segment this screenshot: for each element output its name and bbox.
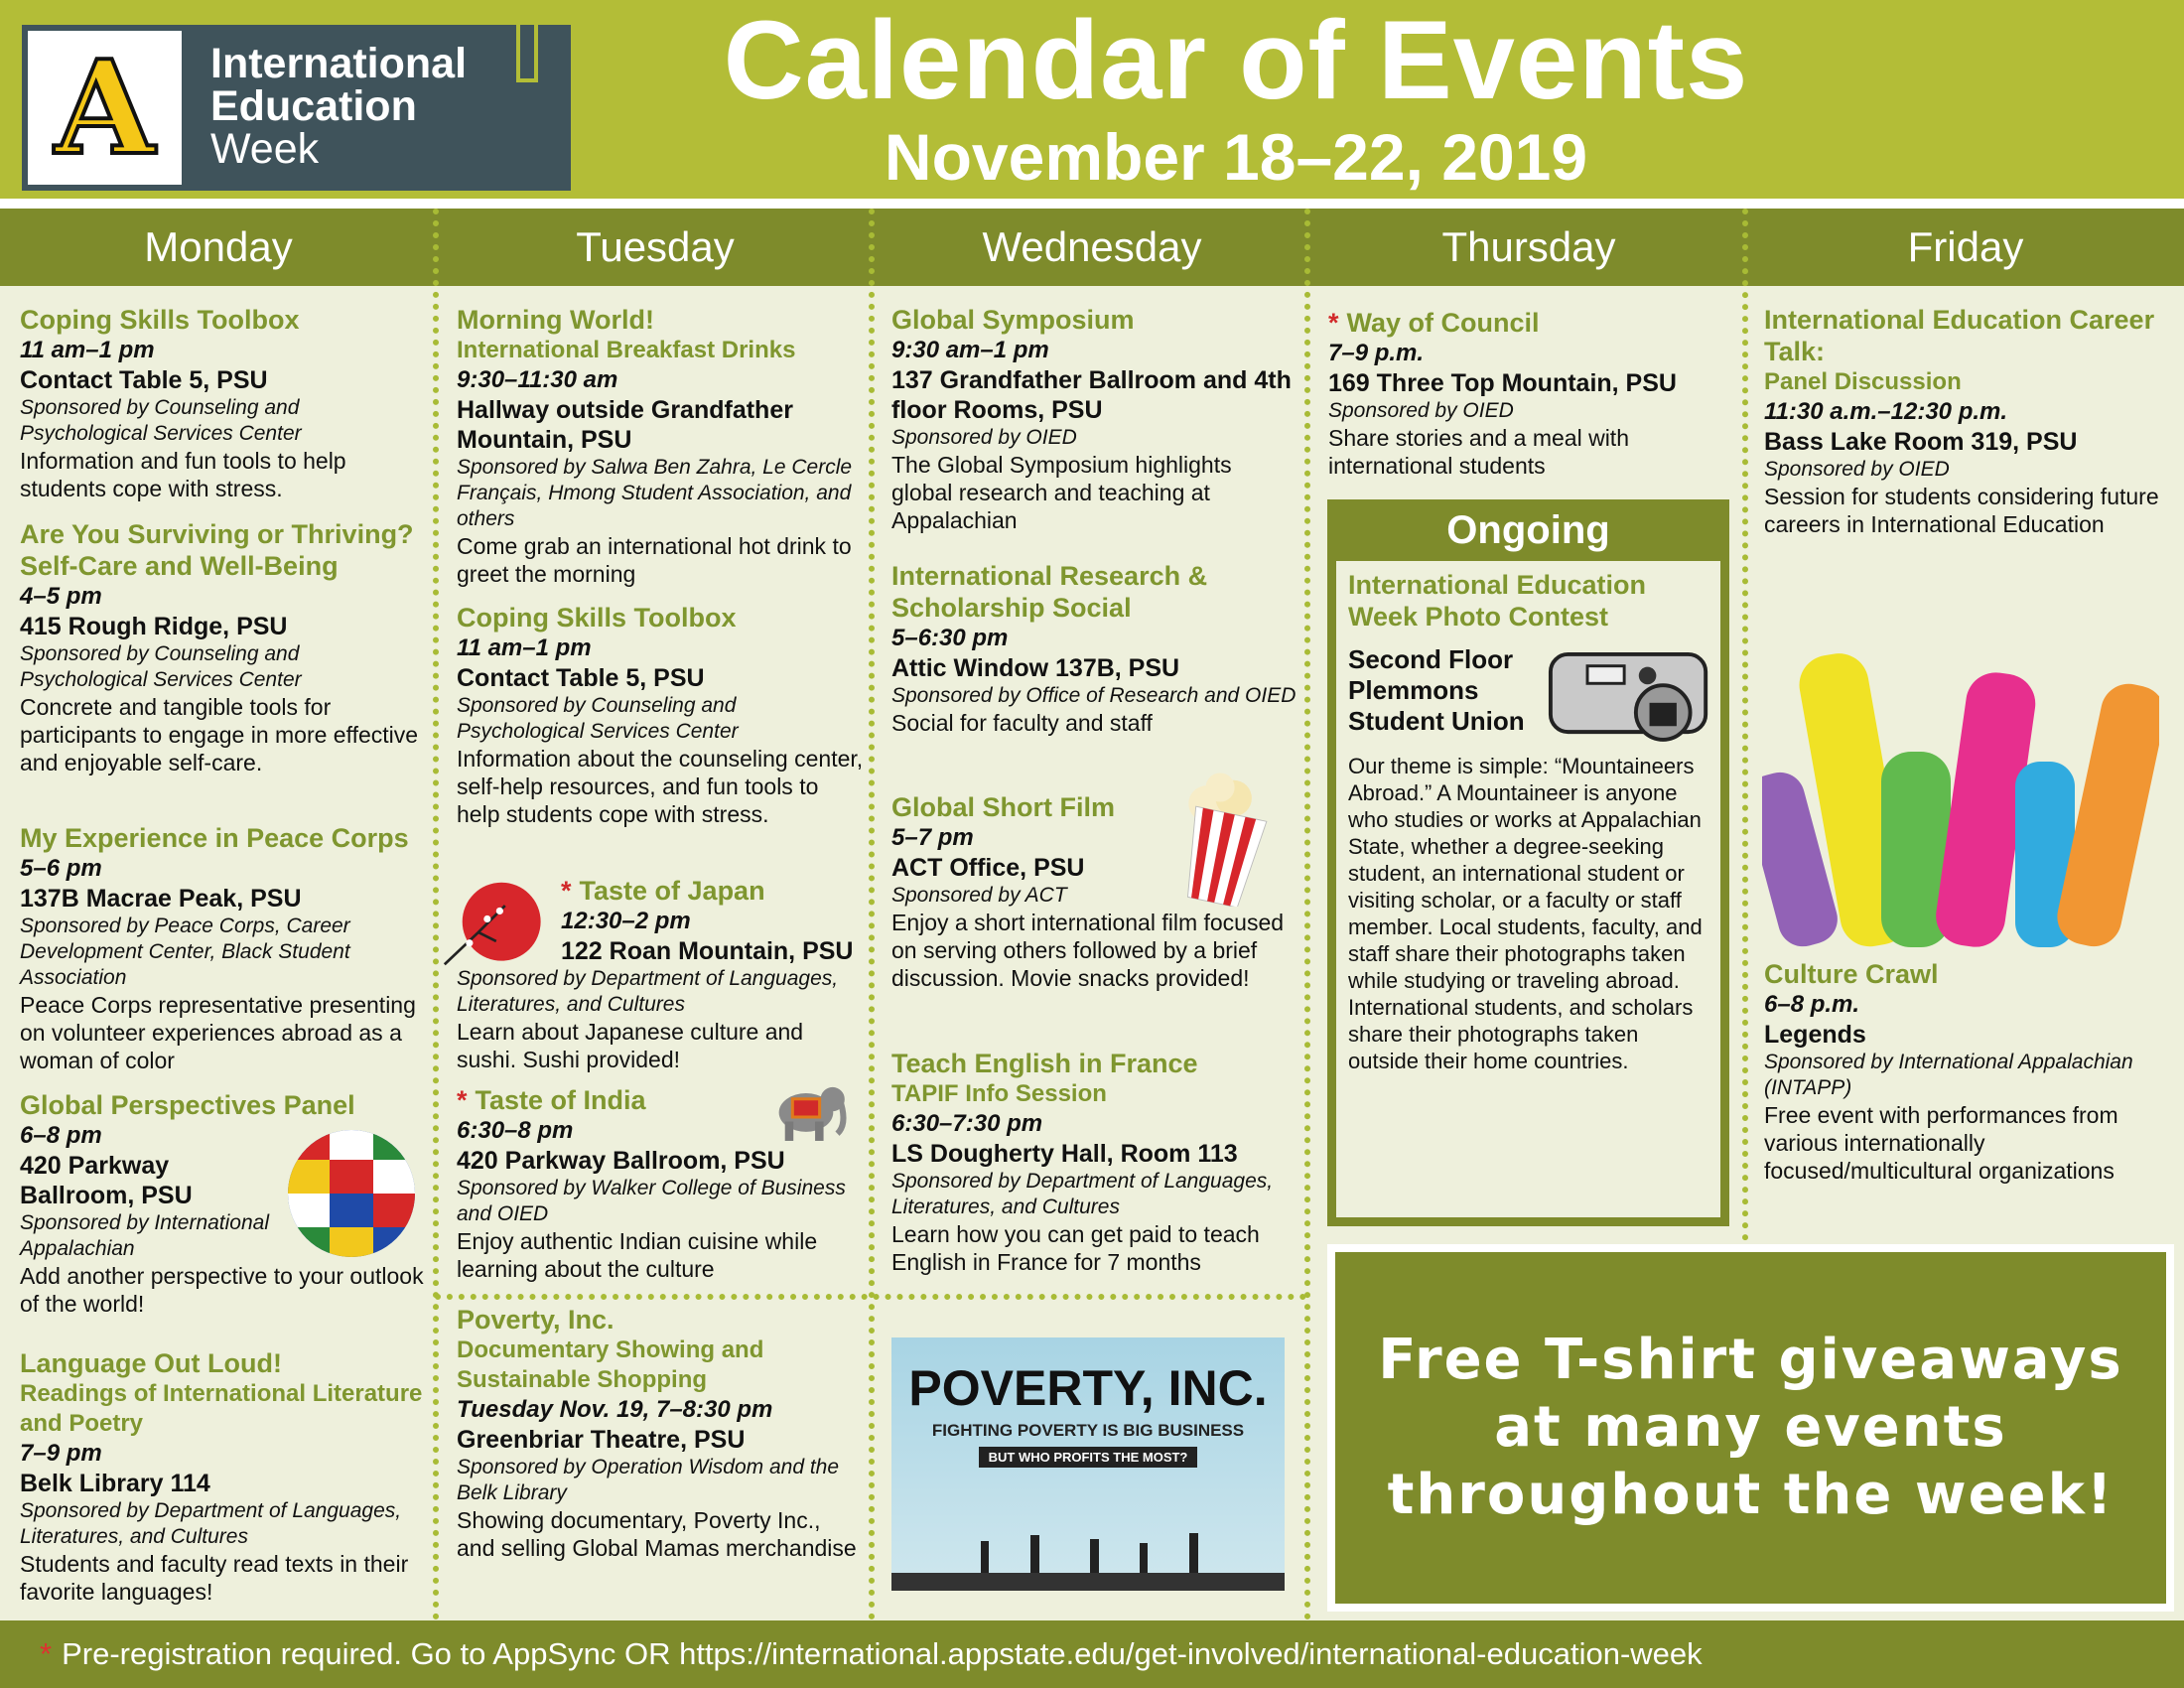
footer-text[interactable]: Pre-registration required. Go to AppSync OR https://international.appstate.edu/get-involved/international-education-week bbox=[62, 1636, 1703, 1671]
event-sponsor: Sponsored by Operation Wisdom and the Belk Library bbox=[457, 1456, 840, 1504]
event-title-text: Language Out Loud! bbox=[20, 1348, 282, 1378]
event-sponsor: Sponsored by Counseling and Psychological Services Center bbox=[457, 694, 739, 743]
event-title bbox=[457, 602, 864, 633]
event-item bbox=[20, 304, 427, 502]
event-title-text: Taste of India bbox=[475, 1085, 646, 1115]
event-description: Social for faculty and staff bbox=[891, 710, 1153, 736]
event-sponsor: Sponsored by International Appalachian (INTAPP) bbox=[1764, 1051, 2133, 1099]
event-item bbox=[457, 602, 864, 828]
event-item bbox=[20, 822, 427, 1074]
event-location: Contact Table 5, PSU bbox=[20, 366, 268, 394]
event-description: Concrete and tangible tools for participants to engage in more effective and enjoyable self-care. bbox=[20, 694, 419, 775]
event-description: Enjoy authentic Indian cuisine while learning about the culture bbox=[457, 1228, 818, 1282]
event-item bbox=[457, 304, 864, 588]
event-title bbox=[20, 304, 427, 336]
event-time: 7–9 p.m. bbox=[1328, 340, 1425, 366]
event-description: Free event with performances from various internationally focused/multicultural organizations bbox=[1764, 1102, 2118, 1184]
event-time: 5–6:30 pm bbox=[891, 625, 1009, 651]
event-sponsor: Sponsored by Department of Languages, Literatures, and Cultures bbox=[20, 1499, 402, 1548]
event-time: 5–7 pm bbox=[891, 824, 974, 851]
event-sponsor: Sponsored by Walker College of Business and OIED bbox=[457, 1177, 846, 1225]
event-sponsor: Sponsored by OIED bbox=[891, 426, 1077, 449]
event-title bbox=[891, 560, 1298, 624]
photo-contest-title: International Education Week Photo Contest bbox=[1348, 570, 1647, 632]
event-subtitle: International Breakfast Drinks bbox=[457, 337, 796, 363]
event-location: Bass Lake Room 319, PSU bbox=[1764, 428, 2078, 456]
event-description: Learn about Japanese culture and sushi. Sushi provided! bbox=[457, 1019, 804, 1072]
event-time: 4–5 pm bbox=[20, 583, 102, 610]
event-location: 420 Parkway Ballroom, PSU bbox=[20, 1152, 193, 1209]
day-thursday: Thursday bbox=[1441, 223, 1616, 270]
raised-hands-icon bbox=[1762, 613, 2159, 947]
day-wednesday: Wednesday bbox=[982, 223, 1202, 270]
event-title bbox=[20, 518, 427, 582]
event-time: 11 am–1 pm bbox=[20, 337, 155, 363]
event-subtitle: Panel Discussion bbox=[1764, 368, 1962, 395]
event-time: 9:30 am–1 pm bbox=[891, 337, 1049, 363]
event-time: 6:30–7:30 pm bbox=[891, 1110, 1043, 1137]
event-time: 9:30–11:30 am bbox=[457, 366, 618, 393]
event-location: 137 Grandfather Ballroom and 4th floor Rooms, PSU bbox=[891, 366, 1292, 424]
event-description: Information and fun tools to help students cope with stress. bbox=[20, 448, 346, 501]
event-title-text: Poverty, Inc. bbox=[457, 1305, 614, 1335]
event-time: 6:30–8 pm bbox=[457, 1117, 574, 1144]
poster-tagline: FIGHTING POVERTY IS BIG BUSINESS bbox=[931, 1421, 1245, 1440]
event-title bbox=[20, 1089, 427, 1121]
header-banner bbox=[0, 0, 2184, 199]
event-title bbox=[891, 304, 1298, 336]
event-location: Belk Library 114 bbox=[20, 1470, 210, 1497]
event-time: Tuesday Nov. 19, 7–8:30 pm bbox=[457, 1396, 773, 1423]
event-item bbox=[891, 560, 1298, 737]
event-item bbox=[457, 1304, 864, 1562]
day-monday: Monday bbox=[144, 223, 293, 270]
silhouettes-icon bbox=[891, 1521, 1285, 1591]
camera-icon bbox=[1547, 646, 1713, 744]
event-sponsor: Sponsored by Department of Languages, Literatures, and Cultures bbox=[457, 967, 839, 1016]
event-title-text: Global Symposium bbox=[891, 305, 1135, 335]
day-tuesday: Tuesday bbox=[576, 223, 735, 270]
logo-line: Education bbox=[210, 82, 417, 130]
elephant-icon bbox=[759, 1076, 859, 1144]
event-subtitle: Readings of International Literature and Poetry bbox=[20, 1380, 423, 1437]
event-time: 6–8 p.m. bbox=[1764, 991, 1860, 1018]
event-description: Information about the counseling center, self-help resources, and fun tools to help students cope with stress. bbox=[457, 746, 864, 827]
day-headers bbox=[0, 209, 2184, 286]
event-dates: November 18–22, 2019 bbox=[884, 120, 1588, 194]
event-location: 415 Rough Ridge, PSU bbox=[20, 613, 288, 640]
photo-contest-location: Second Floor Plemmons Student Union bbox=[1348, 644, 1525, 736]
event-time: 6–8 pm bbox=[20, 1122, 102, 1149]
event-sponsor: Sponsored by OIED bbox=[1764, 458, 1950, 481]
event-sponsor: Sponsored by Counseling and Psychological Services Center bbox=[20, 396, 302, 445]
event-time: 12:30–2 pm bbox=[561, 908, 691, 934]
event-title-text: Are You Surviving or Thriving? Self-Care and Well-Being bbox=[20, 519, 414, 581]
column-divider bbox=[869, 209, 875, 1620]
event-description: Share stories and a meal with international students bbox=[1328, 425, 1629, 479]
event-description: Enjoy a short international film focused on serving others followed by a brief discussion. Movie snacks provided! bbox=[891, 910, 1285, 991]
ongoing-box bbox=[1327, 499, 1729, 1226]
event-sponsor: Sponsored by Office of Research and OIED bbox=[891, 684, 1297, 707]
event-title bbox=[457, 304, 864, 336]
photo-contest bbox=[1336, 561, 1720, 1217]
ongoing-heading: Ongoing bbox=[1446, 508, 1610, 552]
prereg-asterisk: * bbox=[1328, 308, 1339, 338]
event-sponsor: Sponsored by International Appalachian bbox=[20, 1211, 270, 1260]
prereg-asterisk: * bbox=[457, 1085, 468, 1115]
event-subtitle: TAPIF Info Session bbox=[891, 1080, 1107, 1107]
event-title-text: Way of Council bbox=[1346, 308, 1540, 338]
poster-title: POVERTY, INC. bbox=[908, 1360, 1268, 1416]
event-location: 420 Parkway Ballroom, PSU bbox=[457, 1147, 785, 1175]
event-title-text: Teach English in France bbox=[891, 1049, 1198, 1078]
logo-line: Week bbox=[210, 125, 320, 173]
divider bbox=[0, 199, 2184, 209]
event-description: Students and faculty read texts in their favorite languages! bbox=[20, 1551, 409, 1605]
event-location: 122 Roan Mountain, PSU bbox=[561, 937, 854, 965]
event-title bbox=[20, 822, 427, 854]
event-title-text: Global Short Film bbox=[891, 792, 1116, 822]
prereg-asterisk: * bbox=[40, 1636, 53, 1671]
event-location: LS Dougherty Hall, Room 113 bbox=[891, 1140, 1238, 1168]
column-divider bbox=[1742, 209, 1748, 1241]
event-item bbox=[1764, 958, 2171, 1185]
event-location: Greenbriar Theatre, PSU bbox=[457, 1426, 746, 1454]
event-location: Hallway outside Grandfather Mountain, PSU bbox=[457, 396, 793, 454]
event-title-text: Global Perspectives Panel bbox=[20, 1090, 355, 1120]
column-divider bbox=[1304, 209, 1310, 1620]
event-title bbox=[457, 1084, 735, 1116]
event-item bbox=[20, 1347, 427, 1606]
event-sponsor: Sponsored by OIED bbox=[1328, 399, 1514, 422]
event-title-text: International Education Career Talk: bbox=[1764, 305, 2155, 366]
footer-note bbox=[0, 1620, 2184, 1688]
event-time: 11:30 a.m.–12:30 p.m. bbox=[1764, 398, 2008, 425]
event-location: 169 Three Top Mountain, PSU bbox=[1328, 369, 1677, 397]
event-title bbox=[891, 1048, 1298, 1079]
row-divider bbox=[435, 1294, 1306, 1300]
event-title bbox=[20, 1347, 427, 1379]
event-sponsor: Sponsored by ACT bbox=[891, 884, 1067, 907]
flags-globe-icon bbox=[286, 1126, 418, 1261]
event-time: 7–9 pm bbox=[20, 1440, 102, 1467]
event-title-text: Culture Crawl bbox=[1764, 959, 1939, 989]
japan-sun-blossom-icon bbox=[443, 879, 546, 968]
photo-contest-description: Our theme is simple: “Mountaineers Abroad.” A Mountaineer is anyone who studies or works at Appalachian State, whether a degree-seeking student, an international student or visiting scholar, or a faculty or staff member. Local students, faculty, and staff share their photographs taken while studying or traveling abroad. International students, and scholars share their photographs taken outside their home countries. bbox=[1348, 754, 1703, 1073]
event-location: Legends bbox=[1764, 1021, 1866, 1049]
event-title-text: Taste of Japan bbox=[579, 876, 765, 906]
event-description: The Global Symposium highlights global research and teaching at Appalachian bbox=[891, 452, 1232, 533]
event-title bbox=[1764, 958, 2171, 990]
event-description: Showing documentary, Poverty Inc., and selling Global Mamas merchandise bbox=[457, 1507, 857, 1561]
event-description: Come grab an international hot drink to greet the morning bbox=[457, 533, 852, 587]
appalachian-a-logo-icon: A bbox=[28, 31, 182, 185]
event-title-text: My Experience in Peace Corps bbox=[20, 823, 409, 853]
event-time: 5–6 pm bbox=[20, 855, 102, 882]
event-title-text: Morning World! bbox=[457, 305, 654, 335]
event-description: Learn how you can get paid to teach English in France for 7 months bbox=[891, 1221, 1260, 1275]
event-title-text: Coping Skills Toolbox bbox=[457, 603, 737, 633]
event-sponsor: Sponsored by Counseling and Psychological Services Center bbox=[20, 642, 302, 691]
event-location: Attic Window 137B, PSU bbox=[891, 654, 1180, 682]
event-item bbox=[20, 518, 427, 776]
event-title-text: International Research & Scholarship Social bbox=[891, 561, 1208, 623]
prereg-asterisk: * bbox=[561, 876, 572, 906]
event-location: ACT Office, PSU bbox=[891, 854, 1085, 882]
tshirt-promo-text: Free T-shirt giveaways at many events throughout the week! bbox=[1335, 1252, 2166, 1604]
poverty-inc-poster bbox=[891, 1337, 1285, 1591]
event-location: 137B Macrae Peak, PSU bbox=[20, 885, 302, 913]
page-title: Calendar of Events bbox=[723, 0, 1749, 122]
event-description: Session for students considering future careers in International Education bbox=[1764, 484, 2159, 537]
poster-question: BUT WHO PROFITS THE MOST? bbox=[979, 1447, 1198, 1468]
event-sponsor: Sponsored by Peace Corps, Career Development Center, Black Student Association bbox=[20, 914, 350, 989]
event-sponsor: Sponsored by Department of Languages, Literatures, and Cultures bbox=[891, 1170, 1274, 1218]
event-title bbox=[1328, 307, 1735, 339]
event-description: Add another perspective to your outlook of the world! bbox=[20, 1263, 424, 1317]
tshirt-promo bbox=[1327, 1244, 2174, 1612]
event-item bbox=[891, 304, 1298, 534]
day-friday: Friday bbox=[1907, 223, 2024, 270]
event-location: Contact Table 5, PSU bbox=[457, 664, 705, 692]
event-title-text: Coping Skills Toolbox bbox=[20, 305, 300, 335]
event-subtitle: Documentary Showing and Sustainable Shopping bbox=[457, 1336, 764, 1393]
event-item bbox=[1328, 307, 1735, 480]
event-item bbox=[1764, 304, 2171, 538]
popcorn-icon bbox=[1161, 768, 1281, 907]
event-description: Peace Corps representative presenting on volunteer experiences abroad as a woman of color bbox=[20, 992, 416, 1073]
event-time: 11 am–1 pm bbox=[457, 634, 592, 661]
logo-line: International bbox=[210, 40, 468, 87]
event-title bbox=[1764, 304, 2171, 367]
event-title bbox=[457, 1304, 864, 1336]
column-divider bbox=[433, 209, 439, 1620]
event-sponsor: Sponsored by Salwa Ben Zahra, Le Cercle Français, Hmong Student Association, and others bbox=[457, 456, 853, 530]
event-item bbox=[891, 1048, 1298, 1276]
